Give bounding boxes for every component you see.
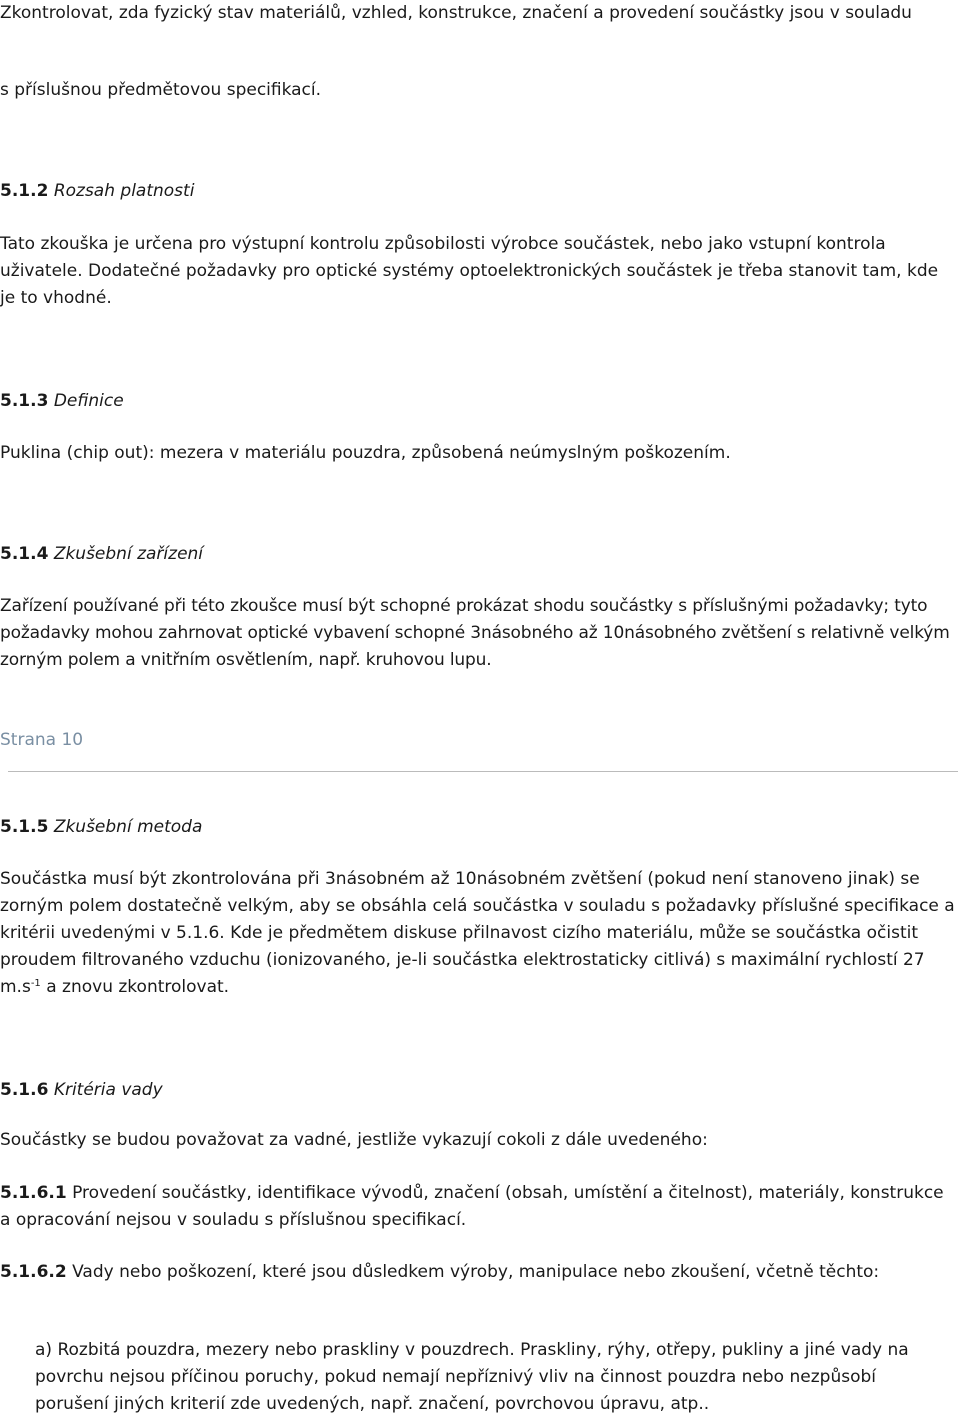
list-item-a: a) Rozbitá pouzdra, mezery nebo praskliny v pouzdrech. Praskliny, rýhy, otřepy, pukliny a jiné vady na povrchu nejsou příčinou poruchy, pokud nemají nepříznivý vliv na činnost pouzdra nebo nezpůsobí porušení jiných kriterií zde uvedených, např. značení, povrchovou úpravu, atp.. bbox=[35, 1340, 909, 1414]
section-title: Rozsah platnosti bbox=[53, 181, 195, 201]
paragraph-text-end: a znovu zkontrolovat. bbox=[40, 977, 230, 997]
section-title: Zkušební zařízení bbox=[53, 544, 204, 564]
section-5-1-3-heading bbox=[0, 388, 955, 415]
section-title: Definice bbox=[53, 391, 124, 411]
section-5-1-5-heading bbox=[0, 814, 955, 841]
section-5-1-6-2-paragraph bbox=[0, 1259, 955, 1286]
section-5-1-2-paragraph: Tato zkouška je určena pro výstupní kontrolu způsobilosti výrobce součástek, nebo jako vstupní kontrola uživatele. Dodatečné požadavky pro optické systémy optoelektronických součástek je třeba stanovit tam, kde je to vhodné. bbox=[0, 234, 939, 308]
section-title: Zkušební metoda bbox=[53, 817, 203, 837]
page-divider bbox=[8, 771, 958, 772]
paragraph-text: Vady nebo poškození, které jsou důsledkem výroby, manipulace nebo zkoušení, včetně těchto: bbox=[66, 1262, 880, 1282]
paragraph-text: Součástka musí být zkontrolována při 3násobném až 10násobném zvětšení (pokud není stanoveno jinak) se zorným polem dostatečně velkým, aby se obsáhla celá součástka v souladu s požadavky příslušné specifikace a kritérii uvedenými v 5.1.6. Kde je předmětem diskuse přilnavost cizího materiálu, může se součástka očistit proudem filtrovaného vzduchu (ionizovaného, je-li součástka elektrostaticky citlivá) s maximální rychlostí 27 m.s bbox=[0, 869, 955, 997]
section-5-1-4-heading bbox=[0, 541, 955, 568]
page-number-footer: Strana 10 bbox=[0, 730, 84, 750]
superscript: -1 bbox=[30, 978, 41, 989]
section-5-1-2-heading bbox=[0, 178, 955, 205]
section-5-1-6-1-paragraph bbox=[0, 1180, 955, 1234]
section-5-1-6-heading bbox=[0, 1077, 955, 1104]
section-5-1-5-paragraph bbox=[0, 866, 955, 1001]
section-number: 5.1.4 bbox=[0, 544, 49, 564]
section-number: 5.1.6 bbox=[0, 1080, 49, 1100]
section-5-1-4-paragraph: Zařízení používané při této zkoušce musí být schopné prokázat shodu součástky s příslušnými požadavky; tyto požadavky mohou zahrnovat optické vybavení schopné 3násobného až 10násobného zvětšení s relativně velkým zorným polem a vnitřním osvětlením, např. kruhovou lupu. bbox=[0, 596, 950, 670]
intro-paragraph: Zkontrolovat, zda fyzický stav materiálů, vzhled, konstrukce, značení a provedení součástky jsou v souladu bbox=[0, 3, 912, 23]
section-5-1-6-paragraph: Součástky se budou považovat za vadné, jestliže vykazují cokoli z dále uvedeného: bbox=[0, 1130, 708, 1150]
paragraph-text: Provedení součástky, identifikace vývodů, značení (obsah, umístění a čitelnost), materiály, konstrukce a opracování nejsou v souladu s příslušnou specifikací. bbox=[0, 1183, 944, 1230]
section-number: 5.1.6.1 bbox=[0, 1183, 67, 1203]
section-number: 5.1.2 bbox=[0, 181, 49, 201]
section-number: 5.1.3 bbox=[0, 391, 49, 411]
intro-paragraph-continued: s příslušnou předmětovou specifikací. bbox=[0, 80, 322, 100]
section-number: 5.1.5 bbox=[0, 817, 49, 837]
section-5-1-3-paragraph: Puklina (chip out): mezera v materiálu pouzdra, způsobená neúmyslným poškozením. bbox=[0, 443, 731, 463]
section-title: Kritéria vady bbox=[53, 1080, 163, 1100]
section-number: 5.1.6.2 bbox=[0, 1262, 67, 1282]
